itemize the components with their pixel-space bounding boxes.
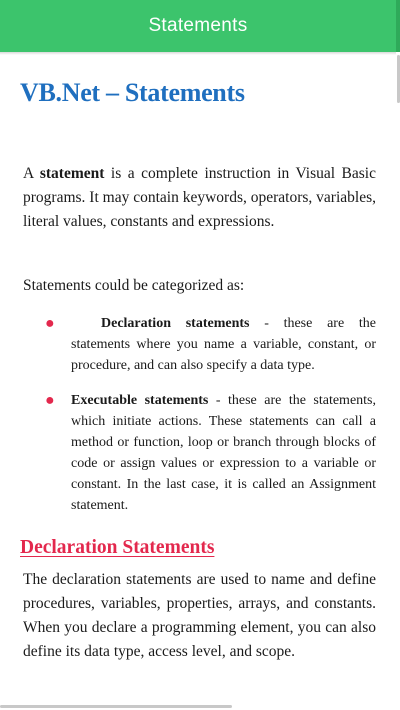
bullet-icon: ●	[45, 315, 55, 332]
app-bar	[0, 0, 396, 52]
list-item	[45, 390, 376, 516]
app-bar-edge	[396, 0, 400, 52]
section-paragraph: The declaration statements are used to name and define procedures, variables, properties, arrays, and constants. When you declare a programming element, you can also define its data type, access level, and scope.	[23, 571, 376, 660]
intro-prefix: A	[23, 165, 40, 182]
section-title: Declaration Statements	[20, 537, 215, 558]
statement-categories-list	[45, 313, 376, 530]
page-title: VB.Net – Statements	[20, 78, 245, 107]
horizontal-scrollbar[interactable]	[0, 705, 232, 708]
category-description: - these are the statements, which initiate actions. These statements can call a method or function, loop or branch through blocks of code or assign values or expression to a variable or constant. In the last case, it is called an Assignment statement.	[71, 393, 376, 513]
category-term: Executable statements	[71, 393, 209, 408]
intro-rest: is a complete instruction in Visual Basic programs. It may contain keywords, operators, variables, literal values, constants and expressions.	[23, 165, 376, 230]
list-item	[45, 313, 376, 376]
category-description: - these are the statements where you name a variable, constant, or procedure, and can also specify a data type.	[71, 316, 376, 373]
app-bar-title: Statements	[148, 15, 248, 36]
intro-term: statement	[39, 165, 105, 182]
category-term: Declaration statements	[101, 316, 250, 331]
intro-paragraph	[23, 162, 376, 234]
bullet-icon: ●	[45, 392, 55, 409]
app-bar-shadow	[0, 52, 396, 55]
categorize-label: Statements could be categorized as:	[23, 277, 245, 294]
